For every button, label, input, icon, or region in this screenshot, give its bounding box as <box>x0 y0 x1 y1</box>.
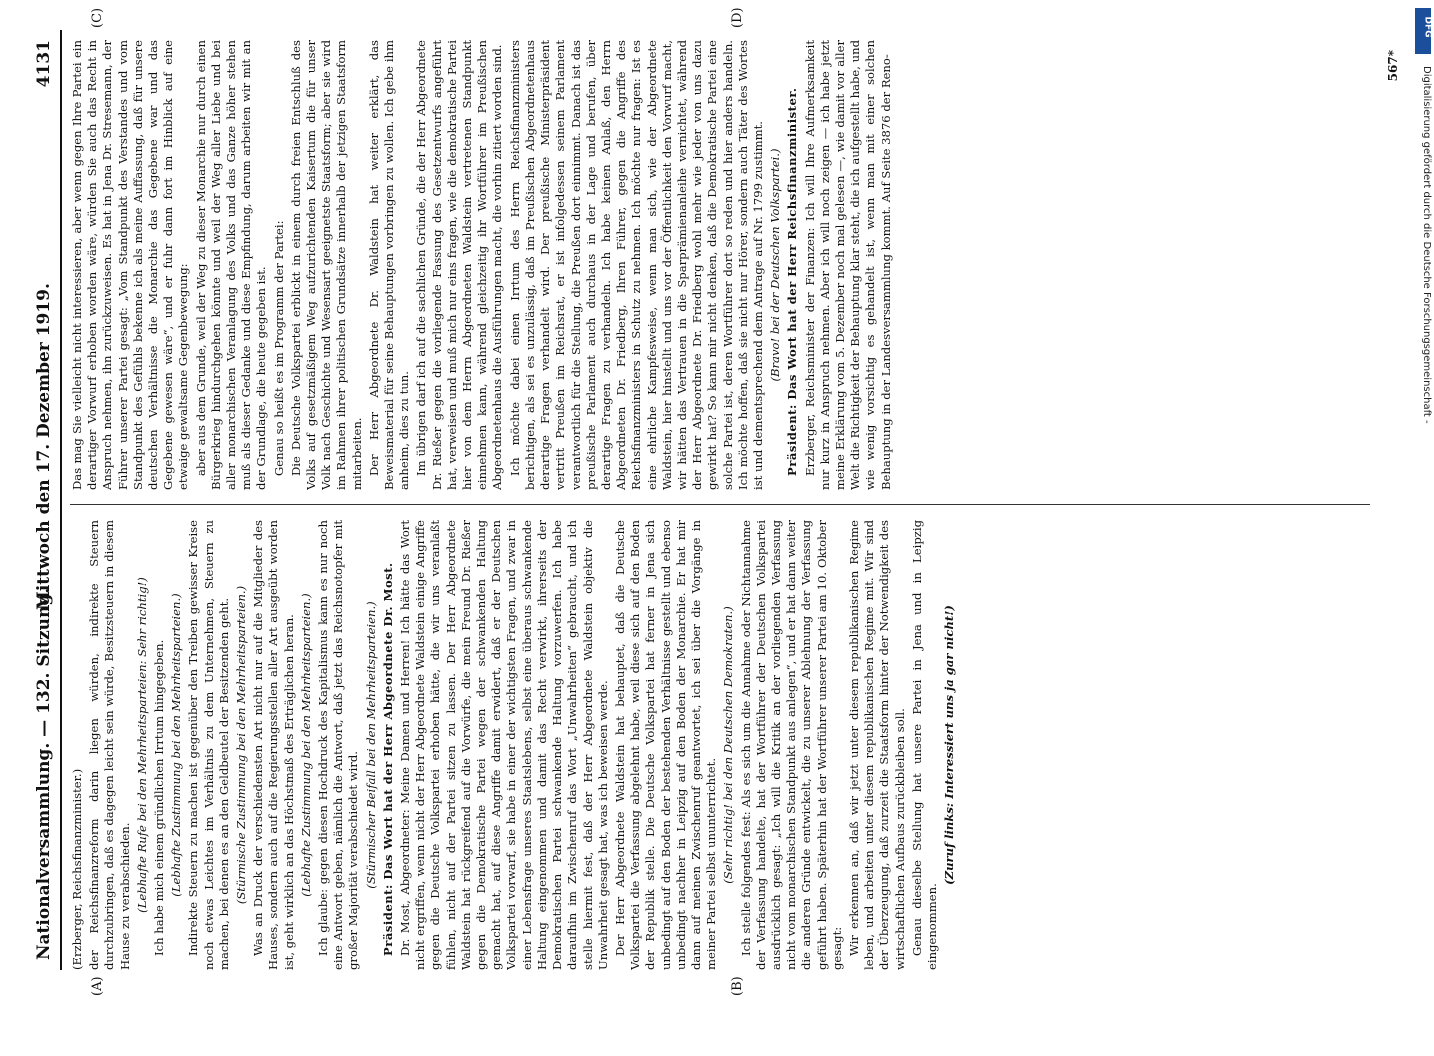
credit-text: Digitalisierung gefördert durch die Deutsche Forschungsgemeinschaft - <box>1421 66 1432 424</box>
paragraph: Ich möchte dabei einen Irrtum des Herrn Reichsfinanzministers berichtigen, als sei es unzulässig, daß im Preußischen Abgeordnetenhaus derartige Fragen verhandelt wird. Der preußische Ministerpräsident vertritt Preußen im Reichsrat, er ist infolgedessen seinem Parlament verantwortlich für die Stellung, die Preußen dort einnimmt. Danach ist das preußische Parlament auch durchaus in der Lage und berufen, über derartige Fragen zu verhandeln. Ich habe keinen Anlaß, den Herrn Abgeordneten Dr. Friedberg, Ihren Führer, gegen die Angriffe des Reichsfinanzministers in Schutz zu nehmen. Ich möchte nur fragen: Ist es eine ehrliche Kampfesweise, wenn man sich, wie der Abgeordnete Waldstein, hier hinstellt und uns vor der Öffentlichkeit den Vorwurf macht, wir hätten das Vertrauen in die Sparprämienanleihe vernichtet, während der Herr Abgeordnete Dr. Friedberg wohl mehr wie jeder von uns dazu gewirkt hat? So kann mir nicht denken, daß die Demokratische Partei eine solche Partei ist, deren Wortführer dort so reden und hier anders handeln. Ich möchte hoffen, daß sie nicht nur Hörer, sondern auch Täter des Wortes ist und dementsprechend dem Antrage auf Nr. 1799 zustimmt. <box>507 40 765 490</box>
interjection: (Bravo! bei der Deutschen Volkspartei.) <box>768 148 783 382</box>
footer-page-ref: 567* <box>1386 50 1400 82</box>
paragraph: Ich habe mich einem gründlichen Irrtum hingegeben. <box>152 639 167 956</box>
interjection: (Lebhafte Rufe bei den Mehrheitsparteien: Sehr richtig!) <box>134 577 149 913</box>
paragraph: Der Herr Abgeordnete Dr. Waldstein hat weiter erklärt, das Beweismaterial für seine Behauptungen vorbringen zu wollen. Ich gebe ihm anheim, dies zu tun. <box>366 40 412 490</box>
interjection: (Stürmischer Beifall bei den Mehrheitsparteien.) <box>363 601 378 889</box>
margin-letter-d: (D) <box>730 7 745 28</box>
digitization-credit <box>1414 6 1432 996</box>
column-divider <box>70 504 1370 505</box>
interjection: (Zuruf links: Interessiert uns ja gar nicht!) <box>942 605 957 885</box>
paragraph: Dr. Most, Abgeordneter: Meine Damen und Herren! Ich hätte das Wort nicht ergriffen, wenn nicht der Herr Abgeordnete Waldstein einige Angriffe gegen die Deutsche Volkspartei erhoben hätte, die wir uns veranlaßt fühlen, nicht auf der Partei sitzen zu lassen. Der Herr Abgeordnete Waldstein hat rückgreifend auf die Vorwürfe, die mein Freund Dr. Rießer gegen die Demokratische Partei wegen der schwankenden Haltung gemacht hat, auf diese Angriffe damit erwidert, daß er der Deutschen Volkspartei vorwarf, sie habe in einer der wichtigsten Fragen, und zwar in einer Lebensfrage unseres Staatslebens, selbst eine überaus schwankende Haltung eingenommen und damit das Recht verwirkt, ihrerseits der Demokratischen Partei schwankende Haltung vorzuwerfen. Ich habe daraufhin im Zwischenruf das Wort „Unwahrheiten“ gebraucht, und ich stelle hiermit fest, daß der Herr Abgeordnete Waldstein objektiv die Unwahrheit gesagt hat, was ich beweisen werde. <box>398 520 610 970</box>
paragraph: Der Herr Abgeordnete Waldstein hat behauptet, daß die Deutsche Volkspartei die Verfassung abgelehnt habe, weil diese sich auf den Boden der Republik stelle. Die Deutsche Volkspartei hat ferner in Jena sich unbedingt auf den Boden der bestehenden Verhältnisse gestellt und ebenso unbedingt nachher in Leipzig auf den Boden der Monarchie. Er hat mir dann auf meinen Zwischenruf geantwortet, ich sei über die Vorgänge in meiner Partei selbst ununterrichtet. <box>612 520 719 970</box>
interjection: (Lebhafte Zustimmung bei den Mehrheitsparteien.) <box>298 593 313 897</box>
right-column <box>70 40 1380 490</box>
paragraph: Was an Druck der verschiedensten Art nicht nur auf die Mitglieder des Hauses, sondern auch auf die Regierungsstellen aller Art ausgeübt worden ist, geht wirklich an das Höchstmaß des Erträglichen heran. <box>251 520 296 970</box>
page-number: 4131 <box>34 40 54 88</box>
quotation: Die Deutsche Volkspartei erblickt in einem durch freien Entschluß des Volks auf gesetzmäßigem Weg aufzurichtenden Kaisertum die für unser Volk nach Geschichte und Wesensart geeignetste Staatsform; aber sie wird im Rahmen ihrer politischen Grundsätze innerhalb der jetzigen Staatsform mitarbeiten. <box>288 40 364 490</box>
quotation: Wir erkennen an, daß wir jetzt unter diesem republikanischen Regime leben, und arbeiten unter diesem republikanischen Regime mit. Wir sind der Überzeugung, daß zurzeit die Staatsform hinter der Notwendigkeit des wirtschaftlichen Aufbaus zurückbleiben soll. <box>846 520 907 970</box>
interjection: (Sehr richtig! bei den Deutschen Demokraten.) <box>721 606 736 884</box>
paragraph: Genau dieselbe Stellung hat unsere Partei in Jena und in Leipzig eingenommen. <box>909 520 939 970</box>
paragraph: Ich stelle folgendes fest: Als es sich um die Annahme oder Nichtannahme der Verfassung handelte, hat der Wortführer der Deutschen Volkspartei ausdrücklich gesagt: „Ich will die Kritik an der vorliegenden Verfassung nicht vom monarchischen Standpunkt aus anlegen“, und er hat dann weiter die anderen Gründe entwickelt, die zu unserer Ablehnung der Verfassung geführt haben. Späterhin hat der Wortführer unserer Partei am 10. Oktober gesagt: <box>738 520 844 970</box>
paragraph: (Erzberger, Reichsfinanzminister.) <box>70 768 84 970</box>
margin-letter-c: (C) <box>90 7 105 28</box>
quotation: aber aus dem Grunde, weil der Weg zu dieser Monarchie nur durch einen Bürgerkrieg hindurchgehen könnte und weil der Weg aller Liebe und bei aller monarchischen Veranlagung des Volks und das Ganze höher stehen muß als dieser Gedanke und diese Empfindung, darum arbeiten wir mit an der Grundlage, die heute gegeben ist. <box>193 40 269 490</box>
paragraph: Indirekte Steuern zu machen ist gegenüber den Treiben gewisser Kreise noch etwas Leichtes im Verhältnis zu dem Unternehmen, Steuern zu machen, bei denen es an den Geldbeutel der Besitzenden geht. <box>186 520 231 970</box>
paragraph: Genau so heißt es im Programm der Partei: <box>271 220 286 476</box>
paragraph: der Reichsfinanzreform darin liegen würden, indirekte Steuern durchzubringen, daß es dagegen leicht sein würde, Besitzsteuern in diesem Hause zu verabschieden. <box>87 520 132 970</box>
interjection: (Stürmische Zustimmung bei den Mehrheitsparteien.) <box>234 585 249 905</box>
page-body <box>30 7 1400 996</box>
header-date: Mittwoch den 17. Dezember 1919. <box>34 283 54 610</box>
paragraph: Erzberger, Reichsminister der Finanzen: Ich will Ihre Aufmerksamkeit nur kurz in Anspruch nehmen. Aber ich will noch zeigen — ich habe jetzt meine Erklärung vom 5. Dezember noch mal gelesen —, wie damit vor aller Welt die Richtigkeit der Behauptung klar steht, die ich aufgestellt habe, und wie wenig vorsichtig es gehandelt ist, wenn man mit einer solchen Behauptung in der Landesversammlung kommt. Auf Seite 3876 der Reno- <box>802 40 893 490</box>
speaker-paragraph: Präsident: Das Wort hat der Herr Abgeordnete Dr. Most. <box>380 562 395 956</box>
paragraph: Das mag Sie vielleicht nicht interessieren, aber wenn gegen Ihre Partei ein derartiger Vorwurf erhoben worden wäre, würden Sie auch das Recht in Anspruch nehmen, ihn zurückzuweisen. Es hat in Jena Dr. Stresemann, der Führer unserer Partei gesagt: „Vom Standpunkt des Verstandes und vom Standpunkt des Gefühls bekenne ich als meine Auffassung, daß für unsere deutschen Verhältnisse die Monarchie das Gegebene war und das Gegebene gewesen wäre“, und er fuhr dann fort im Hinblick auf eine etwaige gewaltsame Gegenbewegung: <box>70 40 191 490</box>
page-header <box>30 30 62 970</box>
header-session: Nationalversammlung. — 132. Sitzung. <box>34 587 54 960</box>
paragraph: Im übrigen darf ich auf die sachlichen Gründe, die der Herr Abgeordnete Dr. Rießer gegen die vorliegende Fassung des Gesetzentwurfs angeführt hat, verweisen und muß mich nur eins fragen, wie die demokratische Partei hier von dem Herrn Abgeordneten Waldstein vertretenen Standpunkt einnehmen kann, während gleichzeitig ihr Wortführer im Preußischen Abgeordnetenhaus die Ausführungen macht, die vorhin zitiert worden sind. <box>414 40 505 490</box>
paragraph: Ich glaube: gegen diesen Hochdruck des Kapitalismus kann es nur noch eine Antwort geben, nämlich die Antwort, daß jetzt das Reichsnotopfer mit großer Majorität verabschiedet wird. <box>316 520 361 970</box>
margin-letter-a: (A) <box>90 976 105 996</box>
speaker-paragraph: Präsident: Das Wort hat der Herr Reichsfinanzminister. <box>785 87 800 476</box>
margin-letter-b: (B) <box>730 976 745 996</box>
interjection: (Lebhafte Zustimmung bei den Mehrheitsparteien.) <box>169 593 184 897</box>
dfg-logo: DFG <box>1415 8 1431 54</box>
left-column <box>70 520 1380 970</box>
